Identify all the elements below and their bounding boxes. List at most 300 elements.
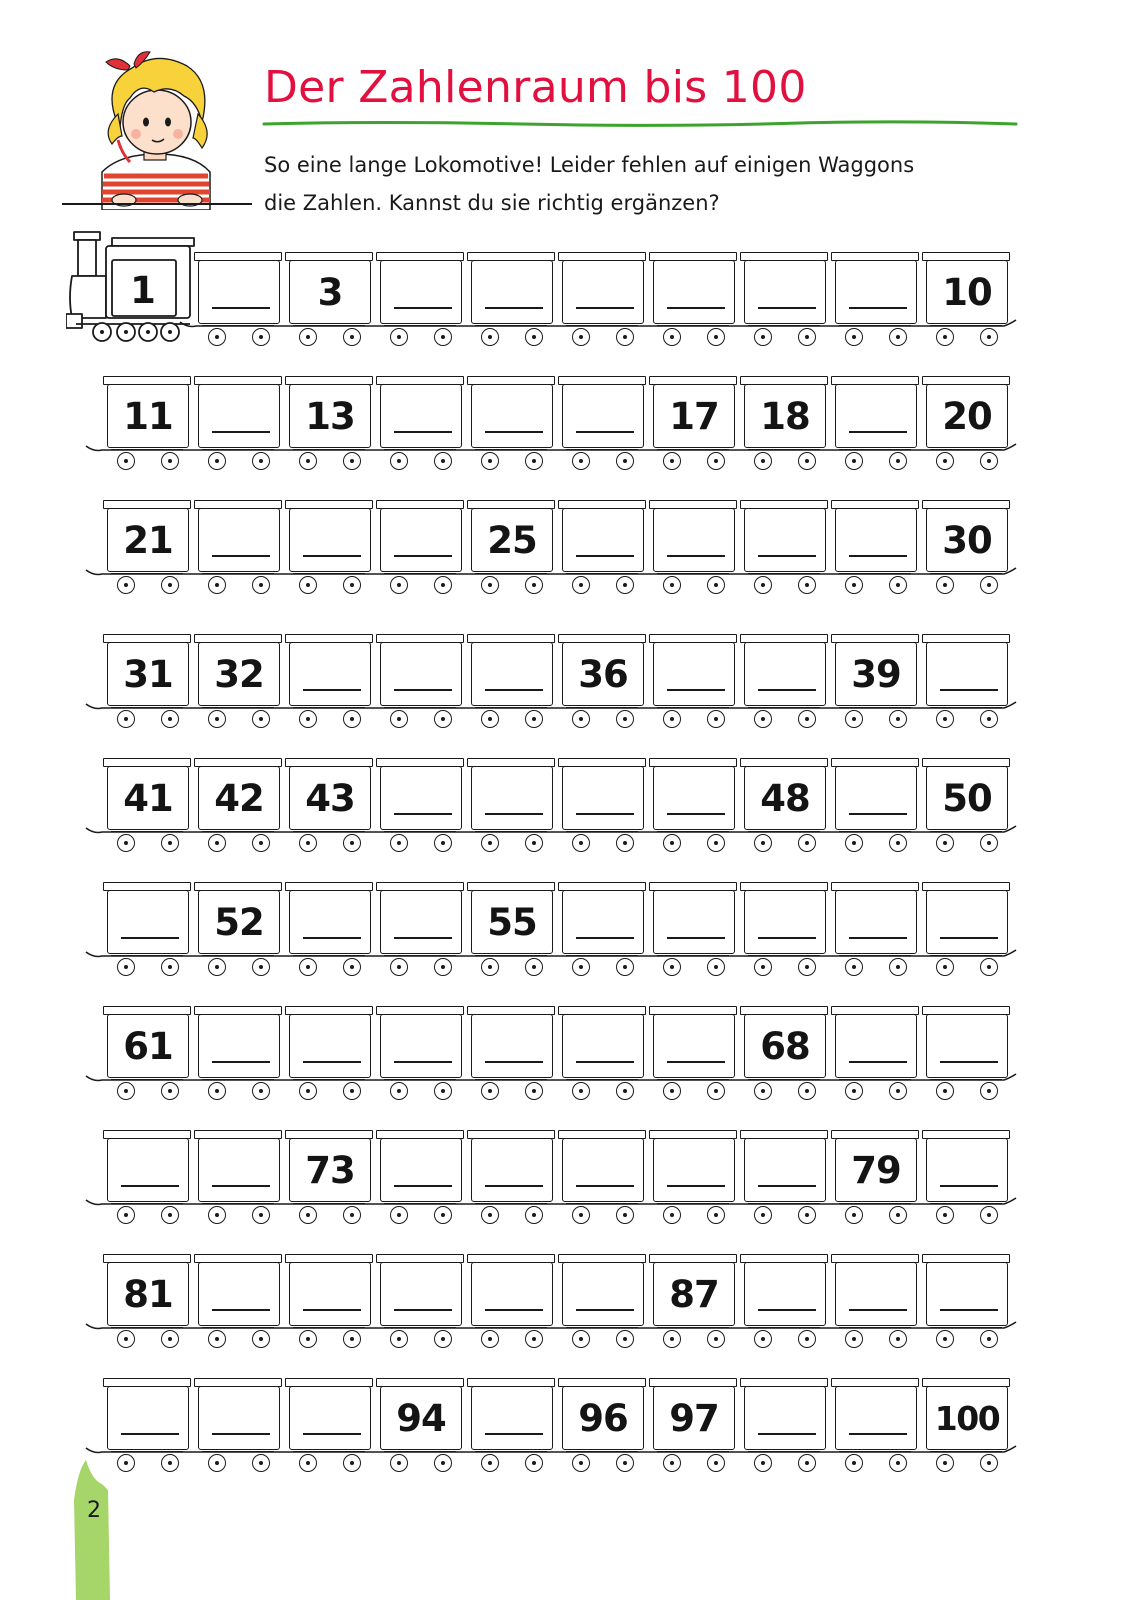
wheel-icon (572, 328, 590, 346)
wagon-answer-blank[interactable] (667, 1185, 725, 1187)
wheel-icon (616, 710, 634, 728)
wagon-answer-blank[interactable] (485, 1185, 543, 1187)
wagon-base (111, 831, 183, 832)
wagon-body (380, 1262, 462, 1326)
wagon (740, 1374, 828, 1486)
wagon-base (748, 1327, 820, 1328)
wagon-answer-blank[interactable] (394, 1309, 452, 1311)
wagon-base (566, 831, 638, 832)
wheel-icon (161, 576, 179, 594)
wagon-answer-blank[interactable] (940, 1309, 998, 1311)
wheel-icon (343, 710, 361, 728)
wheel-icon (299, 1454, 317, 1472)
wagon-number: 3 (317, 270, 343, 314)
wagon (740, 754, 828, 866)
wagon-answer-blank[interactable] (121, 937, 179, 939)
wagon-base (202, 955, 274, 956)
wagon-body (289, 890, 371, 954)
wheel-icon (481, 1454, 499, 1472)
wagon (285, 1126, 373, 1238)
wagon (194, 630, 282, 742)
wagon-answer-blank[interactable] (576, 1309, 634, 1311)
wagon-base (202, 707, 274, 708)
wagon-answer-blank[interactable] (485, 1309, 543, 1311)
wagon-answer-blank[interactable] (576, 1061, 634, 1063)
wagon-body (198, 508, 280, 572)
wagon-body (562, 384, 644, 448)
wagon-body (380, 508, 462, 572)
train-row (0, 1374, 1126, 1486)
wagon-base (657, 325, 729, 326)
wagon-answer-blank[interactable] (576, 937, 634, 939)
wheel-icon (616, 452, 634, 470)
wagon-number: 87 (669, 1272, 719, 1316)
wagon-base (748, 1451, 820, 1452)
wagon (285, 630, 373, 742)
wheel-icon (390, 834, 408, 852)
wheel-icon (161, 1330, 179, 1348)
wagon-answer-blank[interactable] (940, 1185, 998, 1187)
wagon (922, 1126, 1010, 1238)
wagon-base (930, 1203, 1002, 1204)
wagon-answer-blank[interactable] (212, 1185, 270, 1187)
wagon-answer-blank[interactable] (485, 307, 543, 309)
wagon-base (930, 1451, 1002, 1452)
wheel-icon (343, 328, 361, 346)
wheel-icon (980, 576, 998, 594)
wagon-base (111, 1203, 183, 1204)
wheel-icon (572, 1206, 590, 1224)
wheel-icon (572, 1082, 590, 1100)
wagon-number: 61 (123, 1024, 173, 1068)
wagon (194, 1002, 282, 1114)
wheel-icon (208, 328, 226, 346)
wagon-base (748, 573, 820, 574)
wagon-body (744, 1262, 826, 1326)
wheel-icon (754, 958, 772, 976)
wagon-answer-blank[interactable] (849, 937, 907, 939)
wheel-icon (572, 1330, 590, 1348)
wheel-icon (980, 1330, 998, 1348)
wagon-answer-blank[interactable] (849, 1309, 907, 1311)
wagon (103, 754, 191, 866)
wagon-answer-blank[interactable] (758, 1185, 816, 1187)
wagon (558, 1126, 646, 1238)
wheel-icon (525, 1454, 543, 1472)
wagon-answer-blank[interactable] (303, 1061, 361, 1063)
wagon (103, 372, 191, 484)
wheel-icon (572, 452, 590, 470)
wheel-icon (889, 1206, 907, 1224)
wagon (467, 878, 555, 990)
wagon-body (835, 1262, 917, 1326)
wagon-base (566, 707, 638, 708)
wagon-base (657, 955, 729, 956)
wheel-icon (525, 958, 543, 976)
wagon-answer-blank[interactable] (394, 937, 452, 939)
wagon-answer-blank[interactable] (212, 1309, 270, 1311)
wagon-answer-blank[interactable] (849, 813, 907, 815)
wheel-icon (572, 958, 590, 976)
wagon-base (657, 573, 729, 574)
wheel-icon (707, 328, 725, 346)
wheel-icon (161, 834, 179, 852)
wagon-answer-blank[interactable] (394, 1185, 452, 1187)
wagon-number: 79 (851, 1148, 901, 1192)
wagon-base (202, 325, 274, 326)
wagon-answer-blank[interactable] (940, 1061, 998, 1063)
wagon-base (384, 1327, 456, 1328)
wagon-base (930, 831, 1002, 832)
wagon-body (744, 890, 826, 954)
wagon-answer-blank[interactable] (849, 431, 907, 433)
wagon-base (202, 1327, 274, 1328)
wagon-answer-blank[interactable] (121, 1185, 179, 1187)
wheel-icon (117, 1330, 135, 1348)
wagon (740, 372, 828, 484)
train-row (0, 496, 1126, 608)
wagon-answer-blank[interactable] (849, 1061, 907, 1063)
wagon-answer-blank[interactable] (758, 689, 816, 691)
wagon (831, 1250, 919, 1362)
wagon-base (475, 831, 547, 832)
wheel-icon (754, 834, 772, 852)
wheel-icon (889, 710, 907, 728)
wheel-icon (707, 452, 725, 470)
wheel-icon (980, 452, 998, 470)
wheel-icon (117, 452, 135, 470)
wagon-answer-blank[interactable] (212, 431, 270, 433)
wagon-body (562, 260, 644, 324)
wagon (103, 630, 191, 742)
wheel-icon (343, 834, 361, 852)
wheel-icon (707, 1082, 725, 1100)
wheel-icon (663, 1082, 681, 1100)
wagon-body (380, 1138, 462, 1202)
wheel-icon (299, 1330, 317, 1348)
wheel-icon (343, 576, 361, 594)
wagon-number: 81 (123, 1272, 173, 1316)
wagon-number: 25 (487, 518, 537, 562)
wagon-body (107, 890, 189, 954)
page-tab (72, 1460, 110, 1600)
wagon-answer-blank[interactable] (394, 813, 452, 815)
wagon-answer-blank[interactable] (758, 307, 816, 309)
wagon (740, 1002, 828, 1114)
wagon-base (839, 955, 911, 956)
wagon (467, 372, 555, 484)
wagon (467, 1002, 555, 1114)
wagon-answer-blank[interactable] (576, 307, 634, 309)
wagon-number: 31 (123, 652, 173, 696)
wagon-base (839, 831, 911, 832)
wagon-base (839, 1327, 911, 1328)
wagon-answer-blank[interactable] (394, 689, 452, 691)
wagon (922, 372, 1010, 484)
wagon-body (653, 890, 735, 954)
wagon-number: 39 (851, 652, 901, 696)
wheel-icon (434, 1330, 452, 1348)
wheel-icon (980, 710, 998, 728)
wagon-base (384, 831, 456, 832)
wagon (831, 878, 919, 990)
wagon-answer-blank[interactable] (303, 689, 361, 691)
wagon (285, 496, 373, 608)
wheel-icon (481, 1082, 499, 1100)
wagon-answer-blank[interactable] (303, 1309, 361, 1311)
wagon-number: 10 (942, 270, 992, 314)
wagon-body (562, 1262, 644, 1326)
wheel-icon (525, 710, 543, 728)
wagon-answer-blank[interactable] (667, 1061, 725, 1063)
wagon-base (202, 1451, 274, 1452)
wagon-body (471, 260, 553, 324)
wagon-base (657, 1327, 729, 1328)
wheel-icon (252, 1454, 270, 1472)
wheel-icon (754, 1454, 772, 1472)
wagon-answer-blank[interactable] (667, 689, 725, 691)
wheel-icon (936, 1454, 954, 1472)
wagon-body (471, 384, 553, 448)
wagon-number: 32 (214, 652, 264, 696)
wheel-icon (343, 452, 361, 470)
wagon-answer-blank[interactable] (303, 937, 361, 939)
wagon-answer-blank[interactable] (485, 1061, 543, 1063)
wheel-icon (434, 710, 452, 728)
wagon-answer-blank[interactable] (667, 555, 725, 557)
wagon-answer-blank[interactable] (212, 555, 270, 557)
wheel-icon (980, 958, 998, 976)
wagon-body (380, 260, 462, 324)
wheel-icon (481, 1330, 499, 1348)
wheel-icon (572, 1454, 590, 1472)
wheel-icon (889, 834, 907, 852)
wheel-icon (798, 1330, 816, 1348)
wagon-body (562, 890, 644, 954)
wheel-icon (390, 710, 408, 728)
wagon (831, 630, 919, 742)
wagon-base (566, 1327, 638, 1328)
wagon-answer-blank[interactable] (121, 1433, 179, 1435)
wagon-answer-blank[interactable] (485, 431, 543, 433)
wagon-answer-blank[interactable] (394, 431, 452, 433)
wagon-base (293, 449, 365, 450)
wagon-answer-blank[interactable] (576, 431, 634, 433)
wagon (285, 372, 373, 484)
train-row (0, 630, 1126, 742)
wheel-icon (663, 710, 681, 728)
wagon-number: 73 (305, 1148, 355, 1192)
wagon-base (930, 1327, 1002, 1328)
wagon (831, 496, 919, 608)
wagon-body (653, 766, 735, 830)
wagon-answer-blank[interactable] (212, 1433, 270, 1435)
wagon-base (111, 707, 183, 708)
wagon-base (202, 831, 274, 832)
wagon-answer-blank[interactable] (758, 555, 816, 557)
wagon-answer-blank[interactable] (212, 1061, 270, 1063)
wheel-icon (754, 452, 772, 470)
wagon-answer-blank[interactable] (303, 555, 361, 557)
wagon-answer-blank[interactable] (394, 1061, 452, 1063)
wheel-icon (299, 834, 317, 852)
wheel-icon (707, 1206, 725, 1224)
wagon-answer-blank[interactable] (485, 813, 543, 815)
wagon-base (657, 1203, 729, 1204)
wagon-answer-blank[interactable] (485, 1433, 543, 1435)
wagon (831, 1126, 919, 1238)
wagon-base (748, 1079, 820, 1080)
wheel-icon (208, 1454, 226, 1472)
wheel-icon (390, 958, 408, 976)
wheel-icon (616, 1454, 634, 1472)
wheel-icon (343, 1082, 361, 1100)
wagon-answer-blank[interactable] (849, 307, 907, 309)
wagon-answer-blank[interactable] (940, 937, 998, 939)
train-row (0, 372, 1126, 484)
wheel-icon (525, 1082, 543, 1100)
wagon-answer-blank[interactable] (212, 307, 270, 309)
wheel-icon (434, 328, 452, 346)
wheel-icon (936, 958, 954, 976)
wheel-icon (798, 958, 816, 976)
wagon-base (293, 707, 365, 708)
wagon-base (930, 325, 1002, 326)
wagon-base (839, 325, 911, 326)
wagon-base (202, 1203, 274, 1204)
wagon (467, 248, 555, 360)
wagon-body (653, 642, 735, 706)
wagon-answer-blank[interactable] (485, 689, 543, 691)
wheel-icon (434, 958, 452, 976)
wagon-base (475, 449, 547, 450)
wagon-body (835, 260, 917, 324)
wagon-answer-blank[interactable] (394, 307, 452, 309)
wagon-base (748, 325, 820, 326)
wagon-base (475, 1079, 547, 1080)
wagon (922, 248, 1010, 360)
wheel-icon (798, 1454, 816, 1472)
wagon (740, 1250, 828, 1362)
wagon-base (293, 831, 365, 832)
wheel-icon (798, 710, 816, 728)
wheel-icon (390, 1330, 408, 1348)
wagon (740, 496, 828, 608)
wheel-icon (481, 328, 499, 346)
wagon (649, 248, 737, 360)
wheel-icon (161, 1082, 179, 1100)
wheel-icon (798, 328, 816, 346)
wagon-answer-blank[interactable] (758, 1309, 816, 1311)
train-row (0, 248, 1126, 360)
page-number: 2 (87, 1498, 101, 1523)
wagon (194, 248, 282, 360)
wagon-answer-blank[interactable] (667, 937, 725, 939)
wagon (831, 1374, 919, 1486)
wagon-answer-blank[interactable] (303, 1433, 361, 1435)
wagon (376, 1002, 464, 1114)
wagon (922, 496, 1010, 608)
wheel-icon (161, 1206, 179, 1224)
wheel-icon (117, 1454, 135, 1472)
wagon-base (475, 1203, 547, 1204)
wheel-icon (707, 1454, 725, 1472)
wagon (922, 1374, 1010, 1486)
locomotive-number: 1 (130, 268, 156, 312)
wheel-icon (663, 1330, 681, 1348)
wagon-body (107, 1138, 189, 1202)
wagon-answer-blank[interactable] (940, 689, 998, 691)
wagon-base (657, 707, 729, 708)
instructions-line-2: die Zahlen. Kannst du sie richtig ergänzen? (264, 191, 720, 215)
wheel-icon (252, 834, 270, 852)
wagon-answer-blank[interactable] (758, 1433, 816, 1435)
wagon-answer-blank[interactable] (849, 1433, 907, 1435)
train-row (0, 878, 1126, 990)
wagon (558, 1374, 646, 1486)
wagon-base (657, 1451, 729, 1452)
wheel-icon (252, 328, 270, 346)
wagon-base (384, 573, 456, 574)
wagon-answer-blank[interactable] (667, 307, 725, 309)
wagon (649, 1002, 737, 1114)
wagon-answer-blank[interactable] (576, 813, 634, 815)
wagon-base (202, 1079, 274, 1080)
wheel-icon (434, 834, 452, 852)
wheel-icon (707, 1330, 725, 1348)
wheel-icon (754, 1330, 772, 1348)
wagon-answer-blank[interactable] (576, 1185, 634, 1187)
wheel-icon (208, 1330, 226, 1348)
wheel-icon (161, 1454, 179, 1472)
wheel-icon (434, 452, 452, 470)
wagon-answer-blank[interactable] (394, 555, 452, 557)
wheel-icon (845, 710, 863, 728)
wagon-base (657, 449, 729, 450)
wheel-icon (252, 576, 270, 594)
wagon-body (926, 1138, 1008, 1202)
wagon-base (839, 1451, 911, 1452)
wheel-icon (936, 710, 954, 728)
wagon-answer-blank[interactable] (667, 813, 725, 815)
wagon (376, 630, 464, 742)
wheel-icon (572, 834, 590, 852)
wheel-icon (252, 958, 270, 976)
wagon-answer-blank[interactable] (849, 555, 907, 557)
wheel-icon (525, 1330, 543, 1348)
wheel-icon (208, 958, 226, 976)
wagon-body (289, 1262, 371, 1326)
wagon-answer-blank[interactable] (758, 937, 816, 939)
wheel-icon (252, 1082, 270, 1100)
instructions (264, 146, 1024, 222)
wagon-body (744, 642, 826, 706)
wagon-body (835, 766, 917, 830)
wagon-body (198, 384, 280, 448)
train-row (0, 1126, 1126, 1238)
wheel-icon (936, 452, 954, 470)
wagon-body (926, 1014, 1008, 1078)
wheel-icon (343, 1330, 361, 1348)
wagon-number: 17 (669, 394, 719, 438)
wheel-icon (616, 834, 634, 852)
wagon-base (293, 955, 365, 956)
wagon-base (384, 707, 456, 708)
wagon-base (111, 1079, 183, 1080)
wagon-body (289, 1014, 371, 1078)
wagon-answer-blank[interactable] (576, 555, 634, 557)
wagon (831, 372, 919, 484)
